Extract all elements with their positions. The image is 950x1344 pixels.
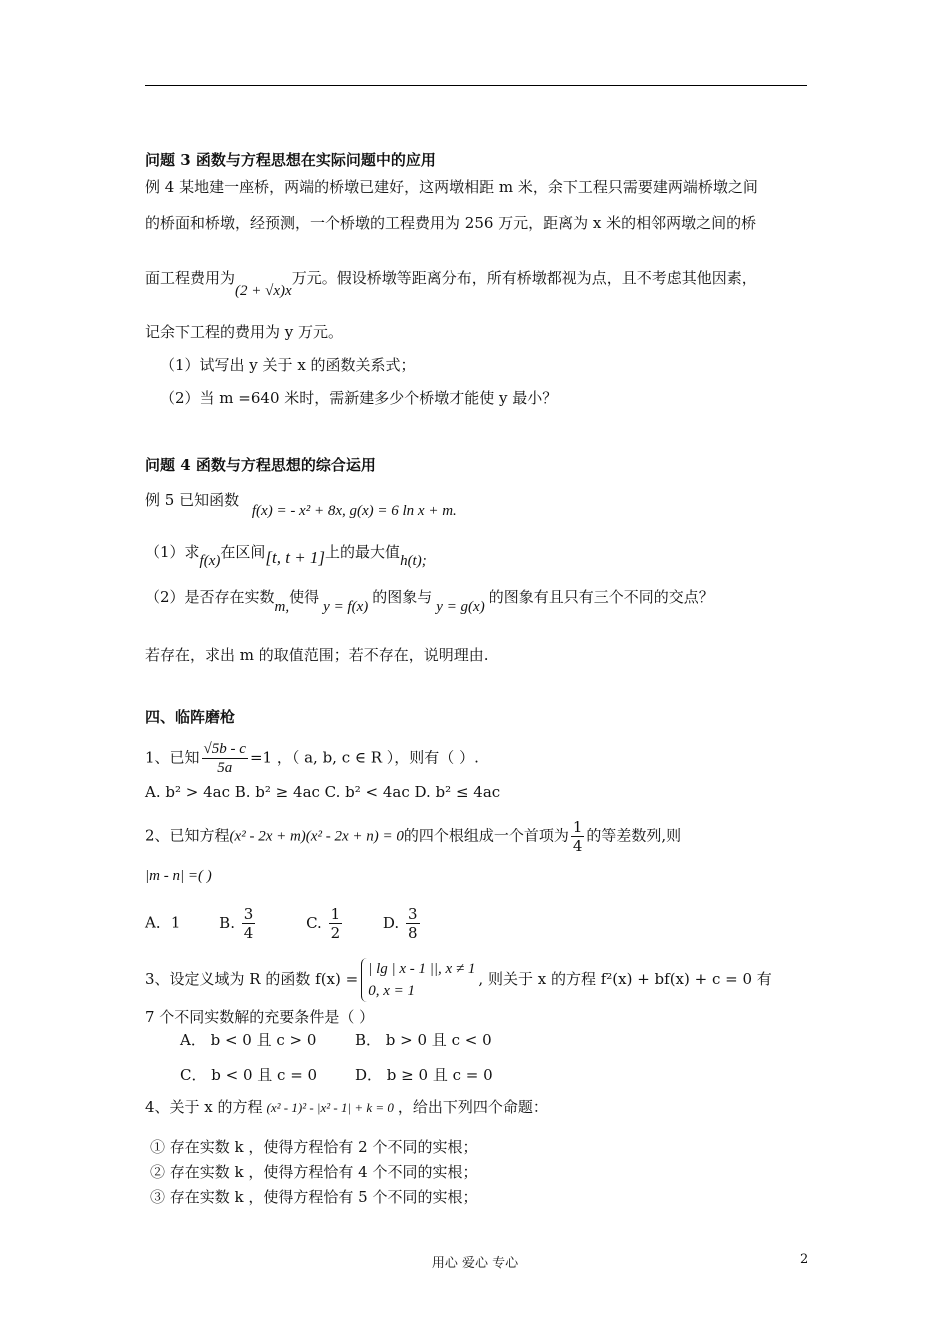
problem1-fraction [202, 740, 248, 777]
piecewise-case2: 0, x = 1 [368, 983, 415, 999]
option-b-fraction [242, 905, 256, 942]
problem2-equation: (x² - 2x + m)(x² - 2x + n) = 0 [229, 828, 404, 845]
section3-title: 问题 3 函数与方程思想在实际问题中的应用 [145, 151, 436, 169]
option-c-fraction [329, 905, 343, 942]
problem1-text-a: 1、已知 [145, 748, 200, 767]
problem3-option-b: B． b > 0 且 c < 0 [355, 1031, 492, 1049]
problem2-text-b: 的四个根组成一个首项为 [403, 826, 569, 845]
problem2-text-a: 2、已知方程 [145, 826, 230, 845]
q1-text-b: 在区间 [220, 543, 266, 561]
first-term-numerator: 1 [572, 818, 583, 836]
section4-title: 问题 4 函数与方程思想的综合运用 [145, 456, 376, 474]
problem3-option-d: D． b ≥ 0 且 c = 0 [355, 1066, 493, 1084]
q2-m: m, [274, 599, 290, 615]
example4-line4: 记余下工程的费用为 y 万元。 [145, 323, 344, 341]
problem4-equation: (x² - 1)² - |x² - 1| + k = 0 [266, 1100, 394, 1115]
q2-text-d: 的图象有且只有三个不同的交点？ [488, 588, 714, 606]
problem4-line [145, 1097, 548, 1118]
problem4-item3: ③ 存在实数 k ，使得方程恰有 5 个不同的实根； [150, 1188, 478, 1206]
option-c: C. [306, 913, 322, 932]
option-b-numerator: 3 [243, 905, 254, 923]
problem3-line2: 7 个不同实数解的充要条件是（ ） [145, 1008, 375, 1026]
problem4-item1: ① 存在实数 k ，使得方程恰有 2 个不同的实根； [150, 1138, 478, 1156]
example4-question1: （1）试写出 y 关于 x 的函数关系式； [160, 356, 416, 374]
example4-question2: （2）当 m =640 米时，需新建多少个桥墩才能使 y 最小？ [160, 389, 558, 407]
example5-functions: f(x) = - x² + 8x, g(x) = 6 ln x + m. [251, 503, 457, 519]
example4-line3 [145, 268, 757, 299]
example4-line1: 例 4 某地建一座桥，两端的桥墩已建好，这两墩相距 m 米，余下工程只需要建两端桥墩之间 [145, 178, 758, 196]
option-d-numerator: 3 [407, 905, 418, 923]
footer-motto: 用心 爱心 专心 [431, 1256, 519, 1271]
problem2-text-c: 的等差数列,则 [586, 826, 682, 845]
option-d: D. [382, 913, 400, 932]
q1-fx: f(x) [199, 553, 221, 569]
example5-question2-line2: 若存在，求出 m 的取值范围；若不存在，说明理由. [145, 646, 489, 664]
problem4-text-a: 4、关于 x 的方程 [145, 1098, 263, 1116]
q1-text-a: （1）求 [145, 543, 200, 561]
problem1-text-b: =1 ，（ a, b, c ∈ R ），则有（ ）. [249, 748, 479, 767]
option-d-fraction [406, 905, 420, 942]
problem3-option-c: C． b < 0 且 c = 0 [180, 1066, 318, 1084]
problem3-line [145, 958, 772, 1002]
problem1-numerator: √5b - c [203, 741, 246, 757]
q2-text-c: 的图象与 [372, 588, 433, 606]
problem1-line [145, 740, 479, 777]
problem3-text-b: , 则关于 x 的方程 f²(x) + bf(x) + c = 0 有 [478, 970, 772, 988]
practice-title: 四、临阵磨枪 [145, 708, 236, 726]
q1-text-c: 上的最大值 [325, 543, 401, 561]
problem4-item2: ② 存在实数 k ，使得方程恰有 4 个不同的实根； [150, 1163, 478, 1181]
example4-line3-text-a: 面工程费用为 [145, 269, 236, 287]
option-b-denominator: 4 [243, 924, 254, 942]
problem2-abs: |m - n| =( ) [145, 868, 212, 884]
example5-question1 [145, 542, 427, 569]
example5-label: 例 5 已知函数 [145, 491, 240, 509]
example5-question2 [145, 587, 714, 615]
problem2-line [145, 818, 681, 855]
problem2-first-term [571, 818, 585, 855]
q2-text-b: 使得 [289, 588, 320, 606]
problem1-denominator: 5a [217, 760, 233, 776]
option-c-denominator: 2 [330, 924, 341, 942]
header-rule [145, 85, 807, 86]
example5-line1 [145, 490, 457, 519]
problem1-options: A. b² > 4ac B. b² ≥ 4ac C. b² < 4ac D. b² ≤ 4ac [145, 783, 501, 801]
problem2-options [145, 905, 422, 942]
option-b: B. [219, 913, 235, 932]
piecewise-case1: | lg | x - 1 ||, x ≠ 1 [368, 961, 476, 977]
option-c-numerator: 1 [330, 905, 341, 923]
example4-line3-text-b: 万元。假设桥墩等距离分布，所有桥墩都视为点，且不考虑其他因素， [291, 269, 757, 287]
q2-text-a: （2）是否存在实数 [145, 588, 275, 606]
example4-line2: 的桥面和桥墩，经预测，一个桥墩的工程费用为 256 万元，距离为 x 米的相邻两墩之间的桥 [145, 214, 757, 232]
first-term-denominator: 4 [572, 837, 583, 855]
q1-ht: h(t); [400, 553, 427, 569]
piecewise-function [361, 958, 475, 1002]
q2-y-gx: y = g(x) [436, 599, 485, 615]
option-a: A．1 [145, 913, 181, 932]
problem3-text-a: 3、设定义域为 R 的函数 f(x) = [145, 970, 359, 988]
problem4-text-b: ，给出下列四个命题： [397, 1098, 548, 1116]
q1-interval: [t, t + 1] [265, 548, 326, 567]
bridge-cost-formula: (2 + √x)x [235, 283, 292, 299]
q2-y-fx: y = f(x) [323, 599, 369, 615]
option-d-denominator: 8 [407, 924, 418, 942]
page-number: 2 [800, 1252, 809, 1267]
problem3-option-a: A． b < 0 且 c > 0 [180, 1031, 317, 1049]
